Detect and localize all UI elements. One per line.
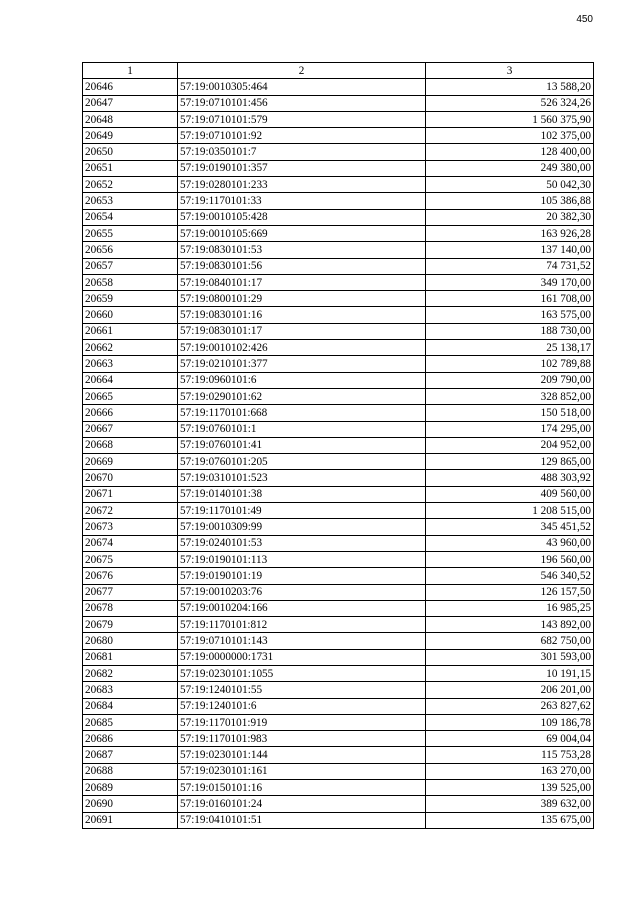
- table-row: [83, 486, 594, 502]
- row-number-cell: 20664: [83, 372, 178, 388]
- cadastral-number-cell: 57:19:0230101:161: [178, 763, 426, 779]
- amount-cell: 115 753,28: [426, 747, 594, 763]
- cadastral-number-cell: 57:19:1170101:49: [178, 503, 426, 519]
- table-row: [83, 340, 594, 356]
- row-number-cell: 20665: [83, 388, 178, 404]
- table-row: [83, 503, 594, 519]
- row-number-cell: 20682: [83, 665, 178, 681]
- row-number-cell: 20673: [83, 519, 178, 535]
- amount-cell: 1 560 375,90: [426, 111, 594, 127]
- table-row: [83, 258, 594, 274]
- table-row: [83, 356, 594, 372]
- amount-cell: 1 208 515,00: [426, 503, 594, 519]
- row-number-cell: 20679: [83, 617, 178, 633]
- cadastral-number-cell: 57:19:0960101:6: [178, 372, 426, 388]
- row-number-cell: 20652: [83, 177, 178, 193]
- table-row: [83, 405, 594, 421]
- row-number-cell: 20680: [83, 633, 178, 649]
- table-row: [83, 470, 594, 486]
- table-row: [83, 682, 594, 698]
- cadastral-number-cell: 57:19:0010309:99: [178, 519, 426, 535]
- cadastral-number-cell: 57:19:0140101:38: [178, 486, 426, 502]
- table-row: [83, 291, 594, 307]
- cadastral-number-cell: 57:19:0160101:24: [178, 796, 426, 812]
- cadastral-number-cell: 57:19:0830101:53: [178, 242, 426, 258]
- amount-cell: 135 675,00: [426, 812, 594, 828]
- cadastral-number-cell: 57:19:0710101:456: [178, 95, 426, 111]
- cadastral-number-cell: 57:19:1240101:6: [178, 698, 426, 714]
- amount-cell: 209 790,00: [426, 372, 594, 388]
- table-row: [83, 421, 594, 437]
- amount-cell: 409 560,00: [426, 486, 594, 502]
- amount-cell: 50 042,30: [426, 177, 594, 193]
- row-number-cell: 20669: [83, 454, 178, 470]
- cadastral-number-cell: 57:19:1170101:919: [178, 714, 426, 730]
- amount-cell: 263 827,62: [426, 698, 594, 714]
- row-number-cell: 20691: [83, 812, 178, 828]
- amount-cell: 546 340,52: [426, 568, 594, 584]
- table-row: [83, 79, 594, 95]
- row-number-cell: 20672: [83, 503, 178, 519]
- row-number-cell: 20678: [83, 600, 178, 616]
- table-row: [83, 665, 594, 681]
- table-row: [83, 128, 594, 144]
- row-number-cell: 20686: [83, 731, 178, 747]
- table-row: [83, 633, 594, 649]
- row-number-cell: 20683: [83, 682, 178, 698]
- table-row: [83, 535, 594, 551]
- row-number-cell: 20656: [83, 242, 178, 258]
- table-row: [83, 307, 594, 323]
- table-row: [83, 812, 594, 828]
- cadastral-number-cell: 57:19:0010105:669: [178, 225, 426, 241]
- amount-cell: 163 270,00: [426, 763, 594, 779]
- table-row: [83, 649, 594, 665]
- amount-cell: 74 731,52: [426, 258, 594, 274]
- row-number-cell: 20648: [83, 111, 178, 127]
- cadastral-number-cell: 57:19:1240101:55: [178, 682, 426, 698]
- cadastral-number-cell: 57:19:0830101:17: [178, 323, 426, 339]
- row-number-cell: 20677: [83, 584, 178, 600]
- table-body: [83, 79, 594, 829]
- amount-cell: 10 191,15: [426, 665, 594, 681]
- row-number-cell: 20681: [83, 649, 178, 665]
- table-row: [83, 551, 594, 567]
- cadastral-number-cell: 57:19:0010204:166: [178, 600, 426, 616]
- row-number-cell: 20653: [83, 193, 178, 209]
- table-row: [83, 698, 594, 714]
- amount-cell: 345 451,52: [426, 519, 594, 535]
- amount-cell: 204 952,00: [426, 437, 594, 453]
- amount-cell: 139 525,00: [426, 780, 594, 796]
- row-number-cell: 20687: [83, 747, 178, 763]
- table-row: [83, 242, 594, 258]
- data-table: [82, 62, 594, 829]
- table-row: [83, 747, 594, 763]
- amount-cell: 20 382,30: [426, 209, 594, 225]
- amount-cell: 682 750,00: [426, 633, 594, 649]
- table-row: [83, 796, 594, 812]
- amount-cell: 526 324,26: [426, 95, 594, 111]
- table-row: [83, 437, 594, 453]
- page-number: 450: [576, 14, 593, 25]
- amount-cell: 196 560,00: [426, 551, 594, 567]
- table-row: [83, 763, 594, 779]
- cadastral-number-cell: 57:19:1170101:812: [178, 617, 426, 633]
- amount-cell: 25 138,17: [426, 340, 594, 356]
- cadastral-number-cell: 57:19:0310101:523: [178, 470, 426, 486]
- amount-cell: 328 852,00: [426, 388, 594, 404]
- cadastral-number-cell: 57:19:0000000:1731: [178, 649, 426, 665]
- cadastral-number-cell: 57:19:0240101:53: [178, 535, 426, 551]
- amount-cell: 143 892,00: [426, 617, 594, 633]
- amount-cell: 249 380,00: [426, 160, 594, 176]
- row-number-cell: 20666: [83, 405, 178, 421]
- table-row: [83, 209, 594, 225]
- cadastral-number-cell: 57:19:0230101:144: [178, 747, 426, 763]
- cadastral-number-cell: 57:19:0010203:76: [178, 584, 426, 600]
- cadastral-number-cell: 57:19:0410101:51: [178, 812, 426, 828]
- table-row: [83, 780, 594, 796]
- cadastral-number-cell: 57:19:0760101:1: [178, 421, 426, 437]
- amount-cell: 206 201,00: [426, 682, 594, 698]
- row-number-cell: 20655: [83, 225, 178, 241]
- table-row: [83, 584, 594, 600]
- amount-cell: 163 575,00: [426, 307, 594, 323]
- amount-cell: 102 789,88: [426, 356, 594, 372]
- amount-cell: 161 708,00: [426, 291, 594, 307]
- cadastral-number-cell: 57:19:0710101:143: [178, 633, 426, 649]
- table-row: [83, 388, 594, 404]
- cadastral-number-cell: 57:19:0710101:579: [178, 111, 426, 127]
- row-number-cell: 20647: [83, 95, 178, 111]
- cadastral-number-cell: 57:19:0210101:377: [178, 356, 426, 372]
- amount-cell: 69 004,04: [426, 731, 594, 747]
- row-number-cell: 20660: [83, 307, 178, 323]
- cadastral-number-cell: 57:19:0010305:464: [178, 79, 426, 95]
- table-row: [83, 714, 594, 730]
- row-number-cell: 20654: [83, 209, 178, 225]
- cadastral-number-cell: 57:19:0230101:1055: [178, 665, 426, 681]
- row-number-cell: 20662: [83, 340, 178, 356]
- row-number-cell: 20667: [83, 421, 178, 437]
- row-number-cell: 20659: [83, 291, 178, 307]
- amount-cell: 109 186,78: [426, 714, 594, 730]
- row-number-cell: 20646: [83, 79, 178, 95]
- table-row: [83, 731, 594, 747]
- table-row: [83, 568, 594, 584]
- column-header-3: 3: [426, 63, 594, 79]
- row-number-cell: 20651: [83, 160, 178, 176]
- amount-cell: 150 518,00: [426, 405, 594, 421]
- table-row: [83, 454, 594, 470]
- row-number-cell: 20690: [83, 796, 178, 812]
- amount-cell: 102 375,00: [426, 128, 594, 144]
- table-row: [83, 95, 594, 111]
- row-number-cell: 20657: [83, 258, 178, 274]
- amount-cell: 389 632,00: [426, 796, 594, 812]
- table-row: [83, 177, 594, 193]
- row-number-cell: 20670: [83, 470, 178, 486]
- row-number-cell: 20663: [83, 356, 178, 372]
- cadastral-number-cell: 57:19:0190101:113: [178, 551, 426, 567]
- cadastral-number-cell: 57:19:0830101:56: [178, 258, 426, 274]
- row-number-cell: 20671: [83, 486, 178, 502]
- cadastral-number-cell: 57:19:0010105:428: [178, 209, 426, 225]
- amount-cell: 137 140,00: [426, 242, 594, 258]
- cadastral-number-cell: 57:19:0800101:29: [178, 291, 426, 307]
- column-header-2: 2: [178, 63, 426, 79]
- table-row: [83, 144, 594, 160]
- table-row: [83, 600, 594, 616]
- row-number-cell: 20649: [83, 128, 178, 144]
- amount-cell: 349 170,00: [426, 274, 594, 290]
- table-row: [83, 519, 594, 535]
- cadastral-number-cell: 57:19:1170101:33: [178, 193, 426, 209]
- cadastral-number-cell: 57:19:0190101:357: [178, 160, 426, 176]
- header-row: [83, 63, 594, 79]
- row-number-cell: 20668: [83, 437, 178, 453]
- amount-cell: 43 960,00: [426, 535, 594, 551]
- amount-cell: 128 400,00: [426, 144, 594, 160]
- cadastral-number-cell: 57:19:1170101:983: [178, 731, 426, 747]
- table-row: [83, 225, 594, 241]
- amount-cell: 188 730,00: [426, 323, 594, 339]
- cadastral-number-cell: 57:19:0840101:17: [178, 274, 426, 290]
- amount-cell: 16 985,25: [426, 600, 594, 616]
- row-number-cell: 20674: [83, 535, 178, 551]
- table-row: [83, 160, 594, 176]
- amount-cell: 105 386,88: [426, 193, 594, 209]
- table-row: [83, 193, 594, 209]
- cadastral-number-cell: 57:19:0010102:426: [178, 340, 426, 356]
- table-row: [83, 372, 594, 388]
- table-row: [83, 274, 594, 290]
- cadastral-number-cell: 57:19:0280101:233: [178, 177, 426, 193]
- row-number-cell: 20650: [83, 144, 178, 160]
- cadastral-number-cell: 57:19:0350101:7: [178, 144, 426, 160]
- table-row: [83, 111, 594, 127]
- row-number-cell: 20676: [83, 568, 178, 584]
- amount-cell: 488 303,92: [426, 470, 594, 486]
- column-header-1: 1: [83, 63, 178, 79]
- cadastral-number-cell: 57:19:0760101:41: [178, 437, 426, 453]
- row-number-cell: 20688: [83, 763, 178, 779]
- row-number-cell: 20658: [83, 274, 178, 290]
- cadastral-number-cell: 57:19:1170101:668: [178, 405, 426, 421]
- cadastral-number-cell: 57:19:0830101:16: [178, 307, 426, 323]
- amount-cell: 13 588,20: [426, 79, 594, 95]
- row-number-cell: 20661: [83, 323, 178, 339]
- amount-cell: 301 593,00: [426, 649, 594, 665]
- cadastral-number-cell: 57:19:0150101:16: [178, 780, 426, 796]
- table-row: [83, 323, 594, 339]
- cadastral-number-cell: 57:19:0760101:205: [178, 454, 426, 470]
- table-row: [83, 617, 594, 633]
- row-number-cell: 20684: [83, 698, 178, 714]
- cadastral-number-cell: 57:19:0710101:92: [178, 128, 426, 144]
- amount-cell: 126 157,50: [426, 584, 594, 600]
- row-number-cell: 20685: [83, 714, 178, 730]
- cadastral-number-cell: 57:19:0290101:62: [178, 388, 426, 404]
- cadastral-number-cell: 57:19:0190101:19: [178, 568, 426, 584]
- row-number-cell: 20675: [83, 551, 178, 567]
- amount-cell: 129 865,00: [426, 454, 594, 470]
- amount-cell: 174 295,00: [426, 421, 594, 437]
- amount-cell: 163 926,28: [426, 225, 594, 241]
- table-header: [83, 63, 594, 79]
- row-number-cell: 20689: [83, 780, 178, 796]
